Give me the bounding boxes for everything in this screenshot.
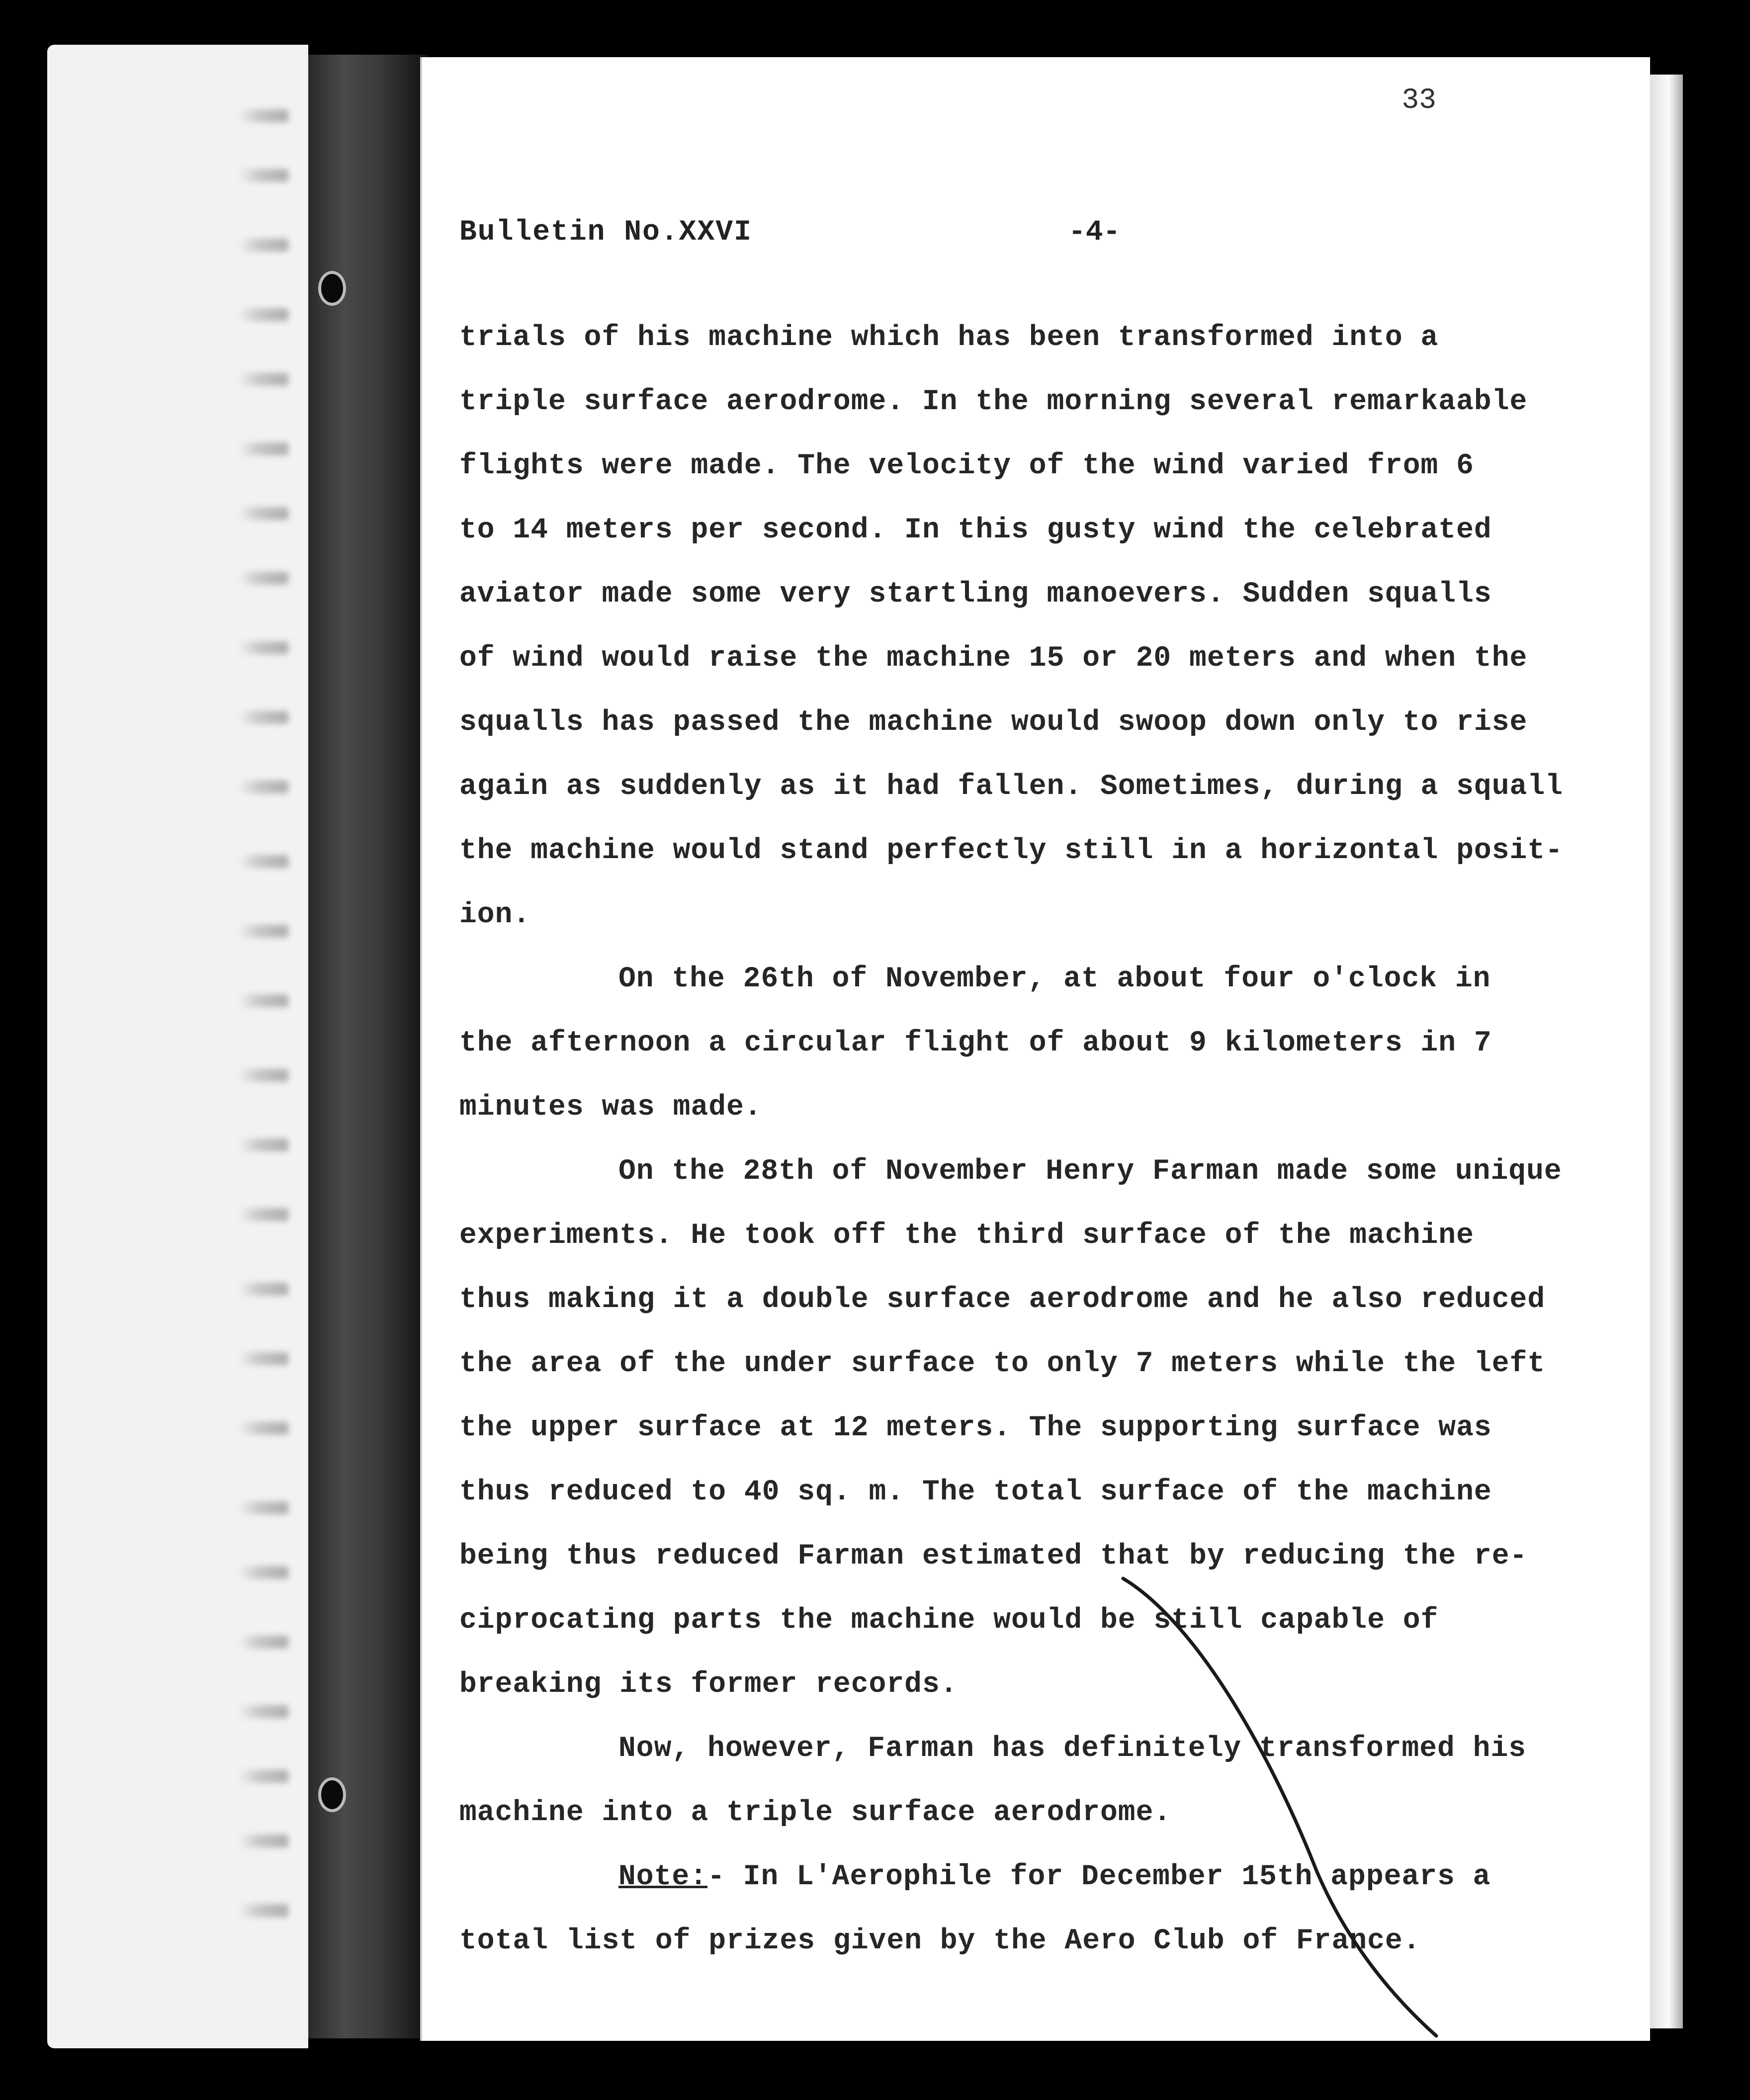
bleed-through-mark	[239, 1835, 288, 1847]
note-text: - In L'Aerophile for December 15th appears a	[707, 1861, 1491, 1893]
text-line: total list of prizes given by the Aero Club of France.	[459, 1925, 1421, 1957]
text-line: flights were made. The velocity of the wind varied from 6	[459, 450, 1474, 482]
bleed-through-mark	[239, 1770, 288, 1783]
bleed-through-mark	[239, 109, 288, 122]
text-line: breaking its former records.	[459, 1668, 958, 1701]
text-line: aviator made some very startling manoevers. Sudden squalls	[459, 578, 1492, 611]
bleed-through-mark	[239, 1636, 288, 1649]
text-line: experiments. He took off the third surface of the machine	[459, 1220, 1474, 1252]
document-page	[420, 57, 1650, 2041]
text-line: On the 26th of November, at about four o'clock in	[618, 963, 1491, 995]
bleed-through-mark	[239, 1705, 288, 1718]
bleed-through-mark	[239, 1904, 288, 1917]
text-line: machine into a triple surface aerodrome.	[459, 1797, 1172, 1829]
text-line: thus reduced to 40 sq. m. The total surface of the machine	[459, 1476, 1492, 1508]
bleed-through-mark	[239, 1069, 288, 1082]
bleed-through-mark	[239, 1208, 288, 1221]
body-text	[459, 306, 1662, 1973]
bleed-through-mark	[239, 1501, 288, 1514]
text-line: thus making it a double surface aerodrome and he also reduced	[459, 1284, 1546, 1316]
bleed-through-mark	[239, 1283, 288, 1296]
text-line: On the 28th of November Henry Farman made some unique	[618, 1155, 1562, 1188]
page-number: 33	[1401, 85, 1436, 117]
text-line: ciprocating parts the machine would be still capable of	[459, 1604, 1439, 1637]
text-line: to 14 meters per second. In this gusty wind the celebrated	[459, 514, 1492, 546]
bleed-through-mark	[239, 994, 288, 1007]
bleed-through-mark	[239, 239, 288, 252]
text-line: again as suddenly as it had fallen. Sometimes, during a squall	[459, 771, 1563, 803]
bleed-through-mark	[239, 169, 288, 182]
bleed-through-mark	[239, 308, 288, 321]
text-line: the afternoon a circular flight of about 9 kilometers in 7	[459, 1027, 1492, 1059]
text-line: the machine would stand perfectly still in a horizontal posit-	[459, 835, 1563, 867]
text-line: Now, however, Farman has definitely transformed his	[618, 1733, 1527, 1765]
text-line: triple surface aerodrome. In the morning several remarkaable	[459, 386, 1528, 418]
binder-hole	[318, 271, 346, 306]
bleed-through-mark	[239, 1566, 288, 1579]
page-marker: -4-	[1068, 216, 1121, 249]
bleed-through-mark	[239, 855, 288, 868]
bleed-through-mark	[239, 442, 288, 455]
text-line: squalls has passed the machine would swoop down only to rise	[459, 706, 1528, 739]
binder-hole	[318, 1777, 346, 1812]
bleed-through-mark	[239, 1352, 288, 1365]
text-line: being thus reduced Farman estimated that by reducing the re-	[459, 1540, 1528, 1573]
bleed-through-mark	[239, 925, 288, 938]
facing-page	[47, 45, 308, 2048]
binding-gutter	[308, 55, 428, 2038]
bleed-through-mark	[239, 641, 288, 654]
bleed-through-mark	[239, 572, 288, 585]
note-line	[459, 1845, 1662, 1909]
note-label: Note:	[618, 1861, 708, 1893]
bleed-through-mark	[239, 781, 288, 793]
bleed-through-mark	[239, 507, 288, 520]
bulletin-title: Bulletin No.XXVI	[459, 216, 752, 249]
bleed-through-mark	[239, 373, 288, 386]
text-line: of wind would raise the machine 15 or 20 meters and when the	[459, 642, 1528, 675]
bleed-through-mark	[239, 1138, 288, 1151]
text-line: minutes was made.	[459, 1091, 762, 1124]
bleed-through-mark	[239, 1422, 288, 1435]
text-line: trials of his machine which has been transformed into a	[459, 322, 1439, 354]
text-line: the upper surface at 12 meters. The supporting surface was	[459, 1412, 1492, 1444]
text-line: ion.	[459, 899, 531, 931]
bleed-through-mark	[239, 711, 288, 724]
text-line: the area of the under surface to only 7 meters while the left	[459, 1348, 1546, 1380]
